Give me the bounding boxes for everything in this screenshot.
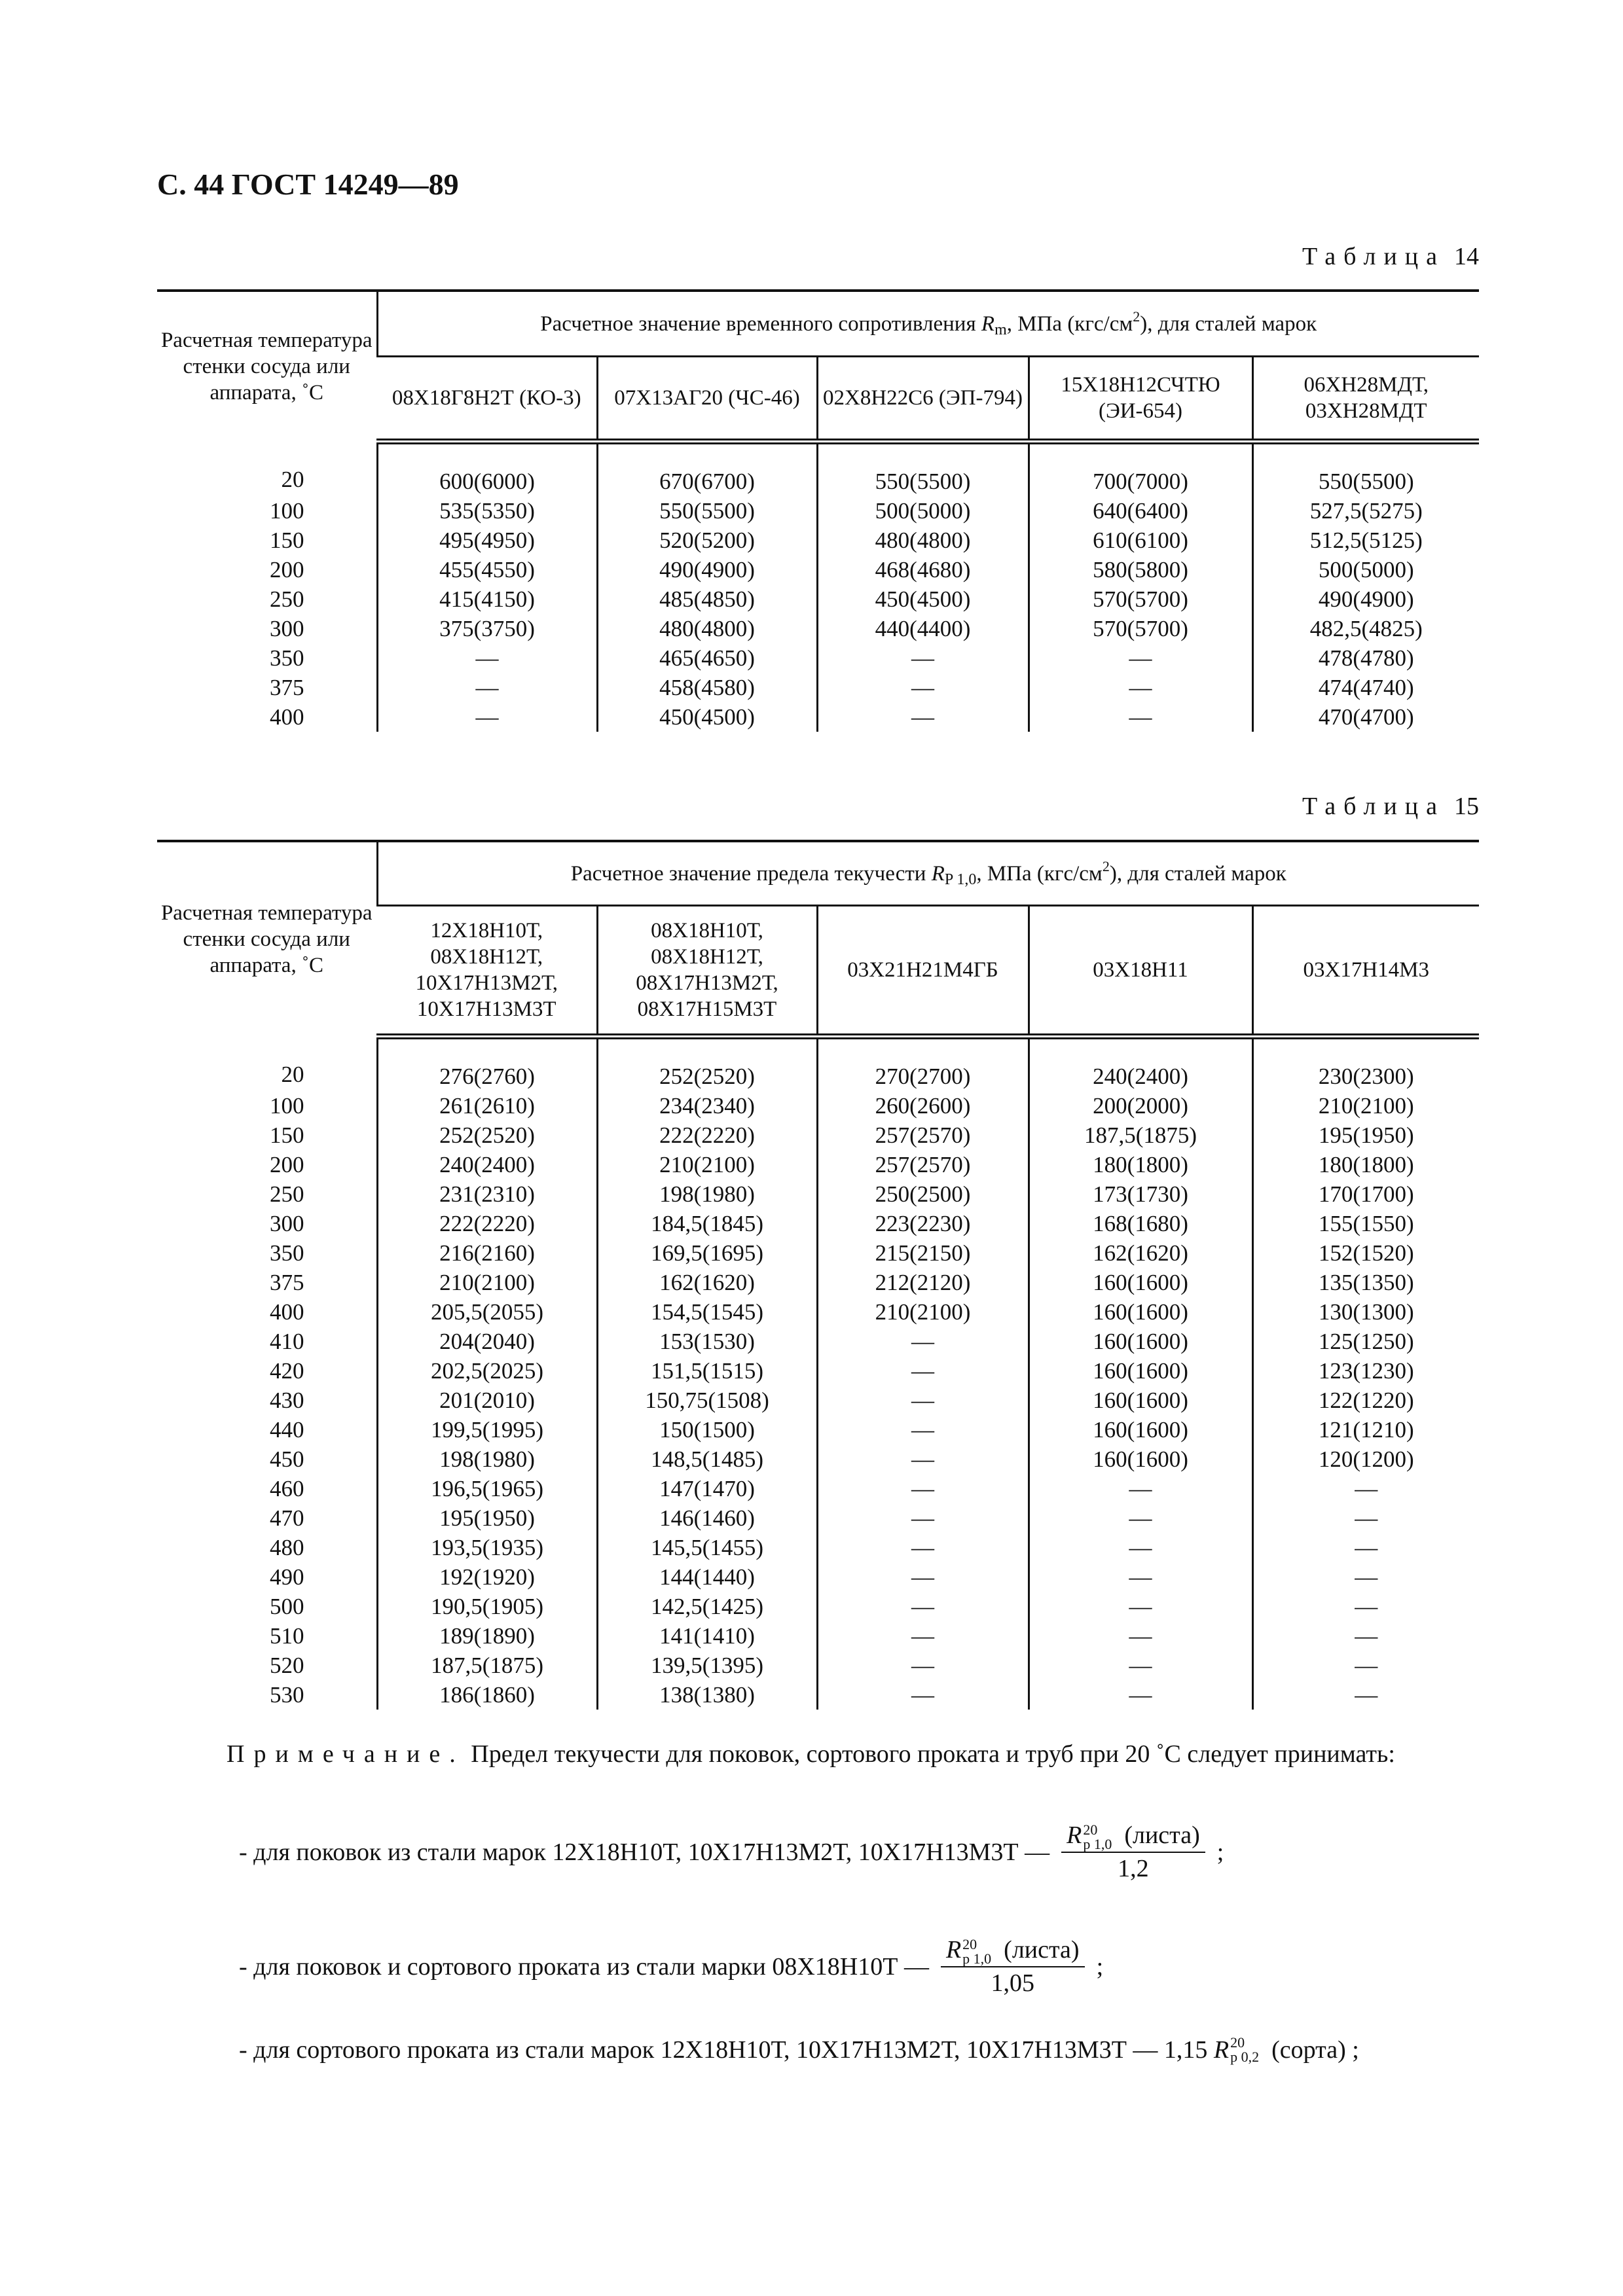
value-cell: 215(2150) <box>817 1238 1029 1268</box>
value-cell: — <box>1029 702 1252 732</box>
temperature-cell: 375 <box>270 674 304 700</box>
table-row <box>157 1036 1479 1091</box>
group-header: Расчетное значение временного сопротивления $R_m$, МПа $(кгс/см^2)$, для сталей марок <box>377 291 1479 356</box>
temperature-header: Расчетная температура стенки сосуда или аппарата, ˚С <box>160 901 373 977</box>
value-cell: 550(5500) <box>817 441 1029 496</box>
table-14 <box>157 289 1479 732</box>
value-cell: — <box>1252 1680 1479 1710</box>
table-row <box>157 1503 1479 1533</box>
table-row <box>157 1238 1479 1268</box>
value-cell: 192(1920) <box>377 1562 597 1592</box>
value-cell: 250(2500) <box>817 1179 1029 1209</box>
value-cell: 201(2010) <box>377 1386 597 1415</box>
value-cell: 480(4800) <box>817 526 1029 555</box>
note-line-3-text: - для сортового проката из стали марок 12Х18Н10Т, 10Х17Н13М2Т, 10Х17Н13М3Т — 1,15 <box>239 2036 1208 2064</box>
table-14-caption-number: 14 <box>1454 243 1479 270</box>
value-cell: 482,5(4825) <box>1252 614 1479 643</box>
value-cell: 478(4780) <box>1252 643 1479 673</box>
value-cell: 490(4900) <box>597 555 817 584</box>
temperature-cell: 200 <box>270 1151 304 1177</box>
table-row <box>157 1621 1479 1651</box>
temperature-cell: 520 <box>270 1652 304 1678</box>
temperature-cell: 440 <box>270 1416 304 1443</box>
value-cell: 154,5(1545) <box>597 1297 817 1327</box>
table-row <box>157 614 1479 643</box>
value-cell: — <box>1029 1680 1252 1710</box>
value-cell: 700(7000) <box>1029 441 1252 496</box>
temperature-cell: 460 <box>270 1475 304 1501</box>
value-cell: 230(2300) <box>1252 1036 1479 1091</box>
temperature-cell: 200 <box>270 556 304 583</box>
temperature-cell: 400 <box>270 1299 304 1325</box>
temperature-cell: 350 <box>270 645 304 671</box>
temperature-cell: 250 <box>270 1181 304 1207</box>
table-row <box>157 1444 1479 1474</box>
table-row <box>157 1327 1479 1356</box>
value-cell: 195(1950) <box>1252 1121 1479 1150</box>
value-cell: — <box>377 702 597 732</box>
steel-grade-header: 12Х18Н10Т, 08Х18Н12Т, 10Х17Н13М2Т, 10Х17Н13М3Т <box>377 905 597 1036</box>
value-cell: 440(4400) <box>817 614 1029 643</box>
steel-grade-header: 07Х13АГ20 (ЧС-46) <box>597 356 817 441</box>
value-cell: 535(5350) <box>377 496 597 526</box>
value-cell: 187,5(1875) <box>1029 1121 1252 1150</box>
value-cell: 189(1890) <box>377 1621 597 1651</box>
value-cell: 202,5(2025) <box>377 1356 597 1386</box>
table-row <box>157 673 1479 702</box>
value-cell: 210(2100) <box>817 1297 1029 1327</box>
value-cell: 520(5200) <box>597 526 817 555</box>
value-cell: 121(1210) <box>1252 1415 1479 1444</box>
value-cell: 155(1550) <box>1252 1209 1479 1238</box>
table-row <box>157 702 1479 732</box>
table-15-caption <box>1302 792 1479 821</box>
page-header: С. 44 ГОСТ 14249—89 <box>157 168 459 201</box>
steel-grade-header: 03Х21Н21М4ГБ <box>817 905 1029 1036</box>
value-cell: 160(1600) <box>1029 1356 1252 1386</box>
value-cell: — <box>377 643 597 673</box>
note-line-2-text: - для поковок и сортового проката из стали марки 08Х18Н10Т — <box>239 1952 929 1981</box>
value-cell: 550(5500) <box>597 496 817 526</box>
value-cell: — <box>1029 1503 1252 1533</box>
value-cell: 260(2600) <box>817 1091 1029 1121</box>
value-cell: 173(1730) <box>1029 1179 1252 1209</box>
table-row <box>157 496 1479 526</box>
table-row <box>157 1179 1479 1209</box>
value-cell: 150,75(1508) <box>597 1386 817 1415</box>
formula-fraction-1: R 20 р 1,0 (листа) 1,2 <box>1061 1820 1205 1884</box>
value-cell: 276(2760) <box>377 1036 597 1091</box>
temperature-cell: 375 <box>270 1269 304 1295</box>
value-cell: 146(1460) <box>597 1503 817 1533</box>
temperature-cell: 500 <box>270 1593 304 1619</box>
value-cell: 151,5(1515) <box>597 1356 817 1386</box>
value-cell: 222(2220) <box>597 1121 817 1150</box>
value-cell: 474(4740) <box>1252 673 1479 702</box>
value-cell: 210(2100) <box>377 1268 597 1297</box>
value-cell: 512,5(5125) <box>1252 526 1479 555</box>
temperature-cell: 300 <box>270 1210 304 1236</box>
value-cell: 160(1600) <box>1029 1386 1252 1415</box>
temperature-cell: 20 <box>281 1062 304 1088</box>
value-cell: — <box>377 673 597 702</box>
value-cell: 212(2120) <box>817 1268 1029 1297</box>
table-row <box>157 1415 1479 1444</box>
temperature-cell: 530 <box>270 1681 304 1708</box>
value-cell: 160(1600) <box>1029 1268 1252 1297</box>
value-cell: — <box>1029 673 1252 702</box>
value-cell: — <box>817 1444 1029 1474</box>
value-cell: — <box>1029 1621 1252 1651</box>
value-cell: 270(2700) <box>817 1036 1029 1091</box>
temperature-cell: 490 <box>270 1564 304 1590</box>
value-cell: — <box>817 1533 1029 1562</box>
value-cell: — <box>817 1651 1029 1680</box>
value-cell: 193,5(1935) <box>377 1533 597 1562</box>
table-row <box>157 1386 1479 1415</box>
value-cell: 125(1250) <box>1252 1327 1479 1356</box>
temperature-cell: 450 <box>270 1446 304 1472</box>
value-cell: 148,5(1485) <box>597 1444 817 1474</box>
steel-grade-header: 02Х8Н22С6 (ЭП-794) <box>817 356 1029 441</box>
value-cell: 216(2160) <box>377 1238 597 1268</box>
value-cell: — <box>1252 1474 1479 1503</box>
value-cell: 184,5(1845) <box>597 1209 817 1238</box>
value-cell: 160(1600) <box>1029 1327 1252 1356</box>
value-cell: — <box>817 1592 1029 1621</box>
value-cell: 168(1680) <box>1029 1209 1252 1238</box>
value-cell: — <box>817 1356 1029 1386</box>
value-cell: 485(4850) <box>597 584 817 614</box>
value-cell: — <box>817 1327 1029 1356</box>
value-cell: 138(1380) <box>597 1680 817 1710</box>
table-row <box>157 1150 1479 1179</box>
value-cell: 190,5(1905) <box>377 1592 597 1621</box>
note-line-1-text: - для поковок из стали марок 12Х18Н10Т, 10Х17Н13М2Т, 10Х17Н13М3Т — <box>239 1838 1050 1866</box>
value-cell: 257(2570) <box>817 1121 1029 1150</box>
temperature-cell: 350 <box>270 1240 304 1266</box>
value-cell: 170(1700) <box>1252 1179 1479 1209</box>
temperature-cell: 100 <box>270 1092 304 1119</box>
note-line-1: - для поковок из стали марок 12Х18Н10Т, 10Х17Н13М2Т, 10Х17Н13М3Т — R 20 р 1,0 (листа) 1,2 ; <box>239 1820 1224 1884</box>
temperature-cell: 510 <box>270 1623 304 1649</box>
value-cell: 470(4700) <box>1252 702 1479 732</box>
value-cell: 580(5800) <box>1029 555 1252 584</box>
value-cell: 375(3750) <box>377 614 597 643</box>
note-line-3: - для сортового проката из стали марок 12Х18Н10Т, 10Х17Н13М2Т, 10Х17Н13М3Т — 1,15 R 20 р 0,2 (сорта) ; <box>239 2034 1359 2065</box>
temperature-header: Расчетная температура стенки сосуда или аппарата, ˚С <box>160 329 373 404</box>
value-cell: 162(1620) <box>597 1268 817 1297</box>
table-row <box>157 1651 1479 1680</box>
steel-grade-header: 03Х17Н14М3 <box>1252 905 1479 1036</box>
value-cell: — <box>1029 1592 1252 1621</box>
value-cell: 195(1950) <box>377 1503 597 1533</box>
temperature-cell: 400 <box>270 704 304 730</box>
temperature-cell: 420 <box>270 1357 304 1384</box>
formula-fraction-2: R 20 р 1,0 (листа) 1,05 <box>941 1934 1085 1999</box>
value-cell: — <box>1252 1562 1479 1592</box>
value-cell: 204(2040) <box>377 1327 597 1356</box>
value-cell: 160(1600) <box>1029 1415 1252 1444</box>
steel-grade-header: 08Х18Н10Т, 08Х18Н12Т, 08Х17Н13М2Т, 08Х17Н15М3Т <box>597 905 817 1036</box>
value-cell: 198(1980) <box>377 1444 597 1474</box>
value-cell: 500(5000) <box>1252 555 1479 584</box>
table-row <box>157 643 1479 673</box>
value-cell: — <box>817 673 1029 702</box>
value-cell: 480(4800) <box>597 614 817 643</box>
value-cell: 169,5(1695) <box>597 1238 817 1268</box>
value-cell: — <box>1252 1503 1479 1533</box>
table-row <box>157 441 1479 496</box>
table-row <box>157 1533 1479 1562</box>
value-cell: 500(5000) <box>817 496 1029 526</box>
value-cell: — <box>817 1474 1029 1503</box>
value-cell: 240(2400) <box>377 1150 597 1179</box>
value-cell: 223(2230) <box>817 1209 1029 1238</box>
value-cell: — <box>817 1562 1029 1592</box>
value-cell: 150(1500) <box>597 1415 817 1444</box>
table-row <box>157 584 1479 614</box>
value-cell: 527,5(5275) <box>1252 496 1479 526</box>
steel-grade-header: 03Х18Н11 <box>1029 905 1252 1036</box>
table-14-caption <box>1302 242 1479 271</box>
temperature-cell: 250 <box>270 586 304 612</box>
value-cell: 261(2610) <box>377 1091 597 1121</box>
value-cell: 152(1520) <box>1252 1238 1479 1268</box>
value-cell: 160(1600) <box>1029 1297 1252 1327</box>
value-cell: 187,5(1875) <box>377 1651 597 1680</box>
value-cell: 455(4550) <box>377 555 597 584</box>
value-cell: 130(1300) <box>1252 1297 1479 1327</box>
table-15-caption-number: 15 <box>1454 793 1479 820</box>
steel-grade-header: 08Х18Г8Н2Т (КО-3) <box>377 356 597 441</box>
table-row <box>157 1356 1479 1386</box>
table-row <box>157 1680 1479 1710</box>
value-cell: — <box>1252 1592 1479 1621</box>
table-row <box>157 1091 1479 1121</box>
table-row <box>157 1209 1479 1238</box>
value-cell: 610(6100) <box>1029 526 1252 555</box>
value-cell: — <box>817 702 1029 732</box>
value-cell: 144(1440) <box>597 1562 817 1592</box>
value-cell: 257(2570) <box>817 1150 1029 1179</box>
value-cell: 570(5700) <box>1029 584 1252 614</box>
temperature-cell: 480 <box>270 1534 304 1560</box>
value-cell: 186(1860) <box>377 1680 597 1710</box>
temperature-cell: 100 <box>270 497 304 524</box>
table-row <box>157 1297 1479 1327</box>
value-cell: 465(4650) <box>597 643 817 673</box>
value-cell: 162(1620) <box>1029 1238 1252 1268</box>
value-cell: 142,5(1425) <box>597 1592 817 1621</box>
value-cell: 252(2520) <box>377 1121 597 1150</box>
value-cell: 200(2000) <box>1029 1091 1252 1121</box>
value-cell: 600(6000) <box>377 441 597 496</box>
table-14-caption-word: Таблица <box>1302 243 1445 270</box>
note-line-2: - для поковок и сортового проката из стали марки 08Х18Н10Т — R 20 р 1,0 (листа) 1,05 ; <box>239 1934 1103 1999</box>
value-cell: — <box>817 1503 1029 1533</box>
temperature-cell: 300 <box>270 615 304 641</box>
group-header: Расчетное значение предела текучести $R_{P 1,0}$, МПа $(кгс/см^2)$, для сталей марок <box>377 841 1479 905</box>
value-cell: — <box>1252 1651 1479 1680</box>
temperature-cell: 410 <box>270 1328 304 1354</box>
value-cell: 252(2520) <box>597 1036 817 1091</box>
value-cell: 450(4500) <box>817 584 1029 614</box>
value-cell: 468(4680) <box>817 555 1029 584</box>
value-cell: 205,5(2055) <box>377 1297 597 1327</box>
value-cell: 240(2400) <box>1029 1036 1252 1091</box>
value-cell: — <box>1029 1533 1252 1562</box>
temperature-cell: 430 <box>270 1387 304 1413</box>
value-cell: 141(1410) <box>597 1621 817 1651</box>
value-cell: — <box>1029 1651 1252 1680</box>
value-cell: — <box>817 1386 1029 1415</box>
table-row <box>157 526 1479 555</box>
table-row <box>157 555 1479 584</box>
temperature-cell: 150 <box>270 527 304 553</box>
value-cell: 640(6400) <box>1029 496 1252 526</box>
value-cell: — <box>1029 1474 1252 1503</box>
value-cell: 490(4900) <box>1252 584 1479 614</box>
table-15 <box>157 840 1479 1710</box>
value-cell: 415(4150) <box>377 584 597 614</box>
value-cell: 198(1980) <box>597 1179 817 1209</box>
note-paragraph <box>157 1738 1479 1770</box>
value-cell: 550(5500) <box>1252 441 1479 496</box>
value-cell: 234(2340) <box>597 1091 817 1121</box>
value-cell: 231(2310) <box>377 1179 597 1209</box>
table-15-caption-word: Таблица <box>1302 793 1445 820</box>
value-cell: 135(1350) <box>1252 1268 1479 1297</box>
value-cell: — <box>1029 643 1252 673</box>
steel-grade-header: 06ХН28МДТ, 03ХН28МДТ <box>1252 356 1479 441</box>
temperature-cell: 470 <box>270 1505 304 1531</box>
table-row <box>157 1268 1479 1297</box>
temperature-cell: 150 <box>270 1122 304 1148</box>
value-cell: 180(1800) <box>1029 1150 1252 1179</box>
table-row <box>157 1592 1479 1621</box>
value-cell: — <box>817 643 1029 673</box>
value-cell: 222(2220) <box>377 1209 597 1238</box>
value-cell: 145,5(1455) <box>597 1533 817 1562</box>
value-cell: 450(4500) <box>597 702 817 732</box>
note-text: Предел текучести для поковок, сортового проката и труб при 20 ˚С следует принимать: <box>464 1740 1395 1768</box>
value-cell: 160(1600) <box>1029 1444 1252 1474</box>
value-cell: 495(4950) <box>377 526 597 555</box>
value-cell: — <box>817 1680 1029 1710</box>
value-cell: 123(1230) <box>1252 1356 1479 1386</box>
value-cell: — <box>817 1621 1029 1651</box>
value-cell: 180(1800) <box>1252 1150 1479 1179</box>
value-cell: 139,5(1395) <box>597 1651 817 1680</box>
table-row <box>157 1121 1479 1150</box>
value-cell: 210(2100) <box>1252 1091 1479 1121</box>
value-cell: — <box>817 1415 1029 1444</box>
value-cell: 458(4580) <box>597 673 817 702</box>
value-cell: — <box>1029 1562 1252 1592</box>
value-cell: — <box>1252 1621 1479 1651</box>
temperature-cell: 20 <box>281 467 304 493</box>
value-cell: 199,5(1995) <box>377 1415 597 1444</box>
steel-grade-header: 15Х18Н12СЧТЮ (ЭИ-654) <box>1029 356 1252 441</box>
value-cell: 670(6700) <box>597 441 817 496</box>
value-cell: 570(5700) <box>1029 614 1252 643</box>
value-cell: — <box>1252 1533 1479 1562</box>
note-heading: Примечание. <box>227 1740 465 1768</box>
value-cell: 153(1530) <box>597 1327 817 1356</box>
value-cell: 147(1470) <box>597 1474 817 1503</box>
value-cell: 122(1220) <box>1252 1386 1479 1415</box>
table-row <box>157 1474 1479 1503</box>
value-cell: 210(2100) <box>597 1150 817 1179</box>
table-row <box>157 1562 1479 1592</box>
value-cell: 120(1200) <box>1252 1444 1479 1474</box>
value-cell: 196,5(1965) <box>377 1474 597 1503</box>
